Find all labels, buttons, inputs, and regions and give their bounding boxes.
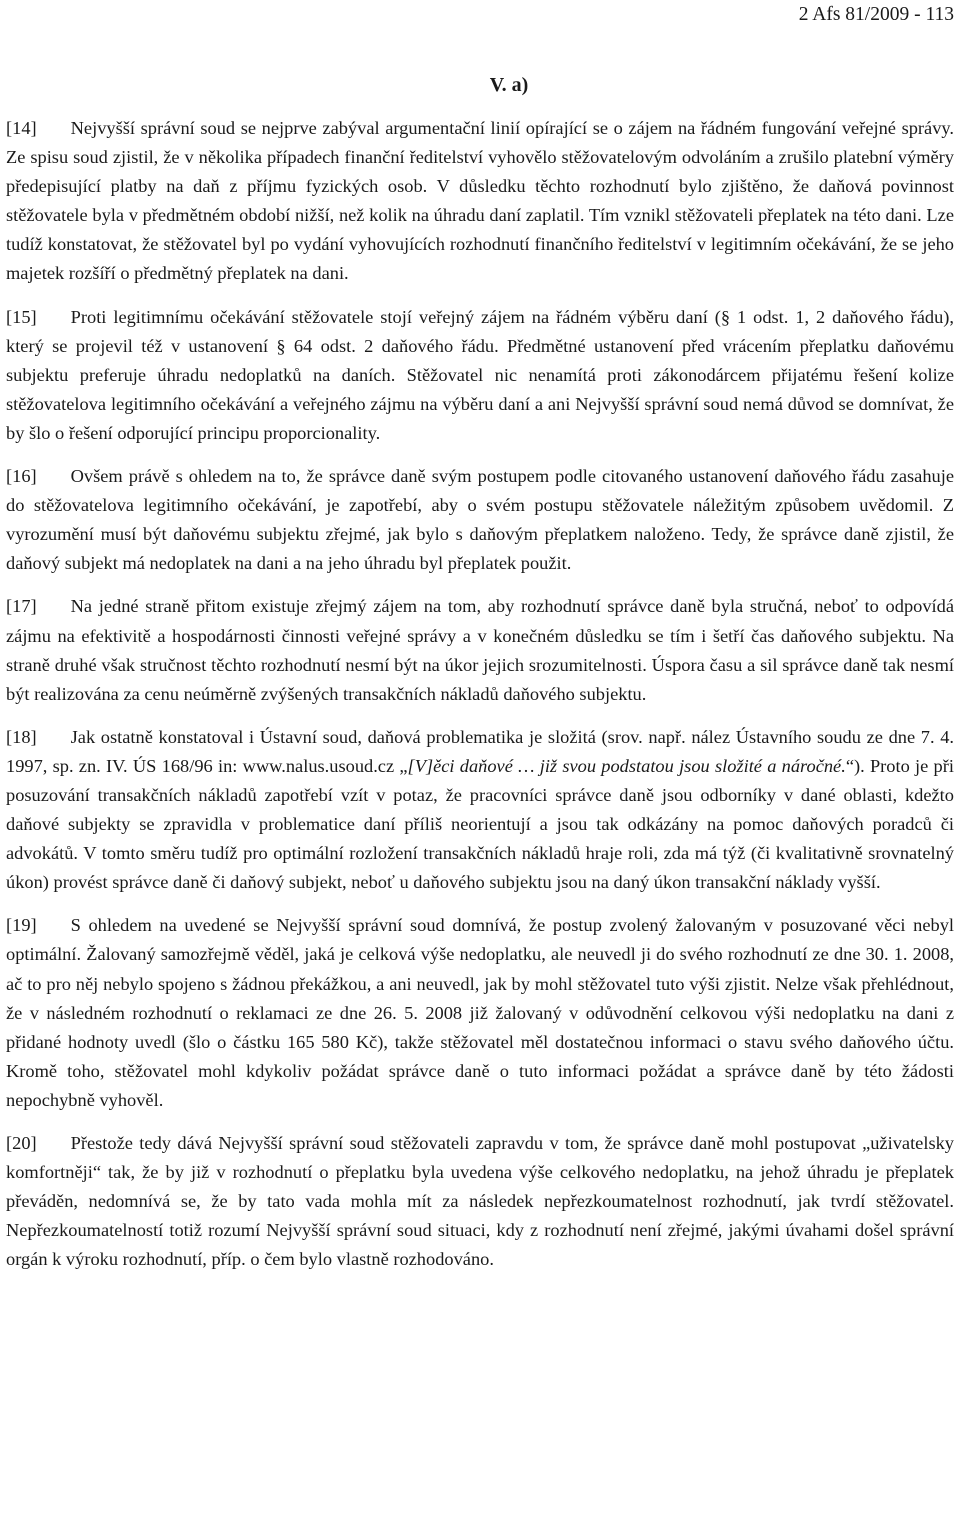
paragraph-text: Jak ostatně konstatoval i Ústavní soud, daňová problematika je složitá (srov. např. nález Ústavního soudu ze dne 7. 4. 1997, sp. zn. IV. ÚS 168/96 in: www.nalus.usoud.cz „ xyxy=(6,726,954,776)
paragraph-number: [14] xyxy=(6,118,37,138)
document-body xyxy=(6,114,954,1288)
paragraph-17 xyxy=(6,592,954,708)
paragraph-text: Nejvyšší správní soud se nejprve zabýval argumentační linií opírající se o zájem na řádném fungování veřejné správy. Ze spisu soud zjistil, že v několika případech finanční ředitelství vyhovělo stěžovatelovým odvoláním a zrušilo platební výměry předepisující platby na daň z příjmu fyzických osob. V důsledku těchto rozhodnutí bylo zjištěno, že daňová povinnost stěžovatele byla v předmětném období nižší, než kolik na úhradu daní zaplatil. Tím vznikl stěžovateli přeplatek na této dani. Lze tudíž konstatovat, že stěžovatel byl po vydání vyhovujících rozhodnutí finančního ředitelství v legitimním očekávání, že se jeho majetek rozšíří o předmětný přeplatek na dani. xyxy=(6,118,954,284)
document-reference: 2 Afs 81/2009 - 113 xyxy=(798,4,954,25)
paragraph-text: Ovšem právě s ohledem na to, že správce daně svým postupem podle citovaného ustanovení daňového řádu zasahuje do stěžovatelova legitimního očekávání, je zapotřebí, aby o svém postupu stěžovatele náležitým způsobem uvědomil. Z vyrozumění musí být daňovému subjektu zřejmé, jak bylo s daňovým přeplatkem naloženo. Tedy, že správce daně zjistil, že daňový subjekt má nedoplatek na dani a na jeho úhradu byl přeplatek použit. xyxy=(6,466,954,574)
paragraph-20 xyxy=(6,1129,954,1274)
paragraph-text: Na jedné straně přitom existuje zřejmý zájem na tom, aby rozhodnutí správce daně byla stručná, neboť to odpovídá zájmu na efektivitě a hospodárnosti činnosti veřejné správy a v konečném důsledku se tím i šetří čas daňového subjektu. Na straně druhé však stručnost těchto rozhodnutí nesmí být na úkor jejich srozumitelnosti. Úspora času a sil správce daně tak nesmí být realizována za cenu neúměrně zvýšených transakčních nákladů daňového subjektu. xyxy=(6,596,954,704)
paragraph-19 xyxy=(6,911,954,1115)
paragraph-text: S ohledem na uvedené se Nejvyšší správní soud domnívá, že postup zvolený žalovaným v posuzované věci nebyl optimální. Žalovaný samozřejmě věděl, jaká je celková výše nedoplatku, ale neuvedl ji do svého rozhodnutí ze dne 30. 1. 2008, ač to pro něj nebylo spojeno s žádnou překážkou, a ani neuvedl, jak by mohl stěžovatel tuto výši zjistit. Nelze však přehlédnout, že v následném rozhodnutí o reklamaci ze dne 26. 5. 2008 již žalovaný v odůvodnění celkovou výši nedoplatku na dani z přidané hodnoty uvedl (šlo o částku 165 580 Kč), takže stěžovatel měl dostatečnou informaci o stavu svého daňového účtu. Kromě toho, stěžovatel mohl kdykoliv požádat správce daně o tuto informaci požádat a správce daně by této žádosti nepochybně vyhověl. xyxy=(6,915,954,1110)
paragraph-number: [18] xyxy=(6,726,37,747)
paragraph-18 xyxy=(6,723,954,898)
quoted-citation: [V]ěci daňové … již svou podstatou jsou složité a náročné. xyxy=(407,755,846,776)
paragraph-15 xyxy=(6,303,954,448)
section-title: V. a) xyxy=(489,74,529,96)
paragraph-16 xyxy=(6,462,954,578)
paragraph-number: [17] xyxy=(6,596,37,617)
paragraph-text-continued: “). Proto je při posuzování transakčních nákladů zapotřebí vzít v potaz, že pracovníci správce daně jsou odborníky v dané oblasti, kdežto daňové subjekty se zpravidla v problematice daní příliš neorientují a jsou tak odkázány na pomoc daňových poradců či advokátů. V tomto směru tudíž pro optimální rozložení transakčních nákladů hraje roli, zda má týž (či kvalitativně srovnatelný úkon) provést správce daně či daňový subjekt, neboť u daňového subjektu jsou na daný úkon transakční náklady vyšší. xyxy=(6,755,954,893)
paragraph-number: [15] xyxy=(6,306,37,327)
paragraph-number: [19] xyxy=(6,915,37,936)
paragraph-text: Přestože tedy dává Nejvyšší správní soud stěžovateli zapravdu v tom, že správce daně mohl postupovat „uživatelsky komfortněji“ tak, že by již v rozhodnutí o přeplatku byla uvedena výše celkového nedoplatku, na jehož úhradu je přeplatek převáděn, nedomnívá se, že by tato vada mohla mít za následek nepřezkoumatelnost rozhodnutí, jak tvrdí stěžovatel. Nepřezkoumatelností totiž rozumí Nejvyšší správní soud situaci, kdy z rozhodnutí není zřejmé, jakými úvahami došel správní orgán k výroku rozhodnutí, příp. o čem bylo vlastně rozhodováno. xyxy=(6,1133,954,1270)
paragraph-text: Proti legitimnímu očekávání stěžovatele stojí veřejný zájem na řádném výběru daní (§ 1 odst. 1, 2 daňového řádu), který se projevil též v ustanovení § 64 odst. 2 daňového řádu. Předmětné ustanovení před vrácením přeplatku daňovému subjektu preferuje úhradu nedoplatků na daních. Stěžovatel nic nenamítá proti zákonodárcem přijatému řešení kolize stěžovatelova legitimního očekávání a veřejného zájmu na výběru daní a ani Nejvyšší správní soud nemá důvod se domnívat, že by šlo o řešení odporující principu proporcionality. xyxy=(6,306,954,443)
paragraph-14 xyxy=(6,114,954,289)
paragraph-number: [20] xyxy=(6,1133,37,1153)
paragraph-number: [16] xyxy=(6,466,37,487)
